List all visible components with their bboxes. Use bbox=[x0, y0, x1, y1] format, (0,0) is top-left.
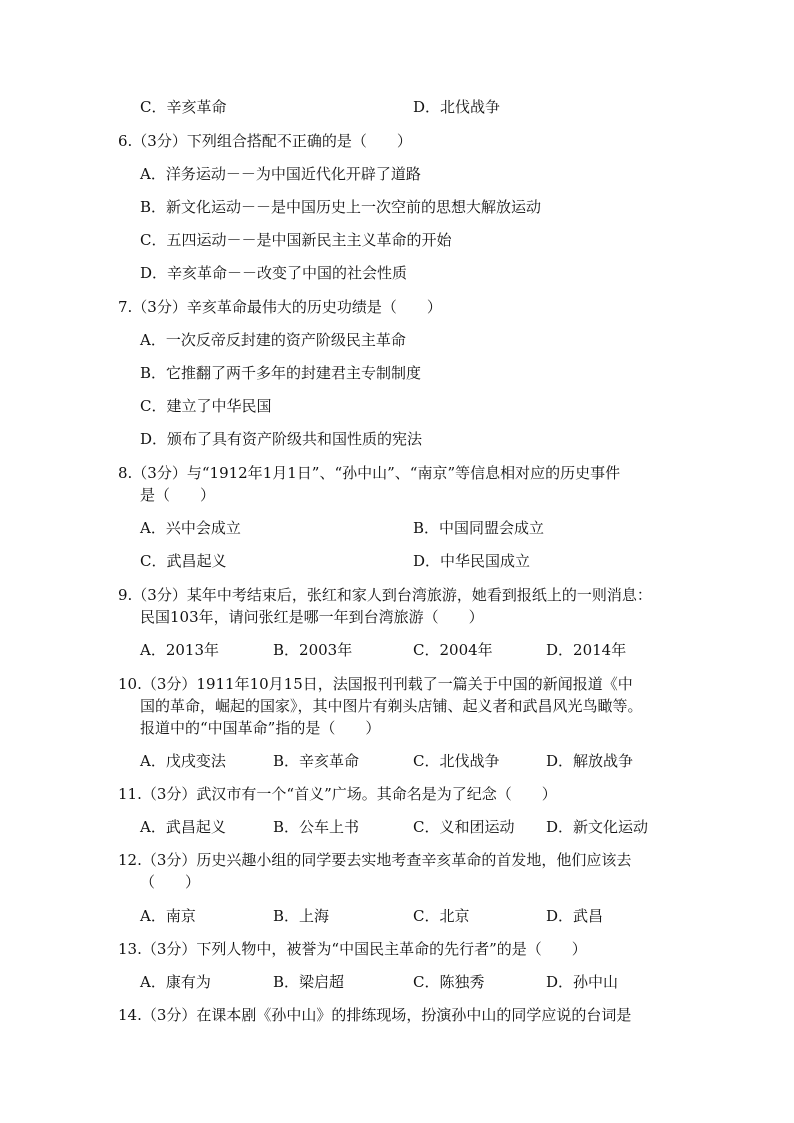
q14-stem: 14.（3分）在课本剧《孙中山》的排练现场，扮演孙中山的同学应说的台词是 bbox=[118, 1006, 632, 1024]
q9-option-b: B．2003年 bbox=[273, 641, 353, 659]
q5-option-d: D．北伐战争 bbox=[413, 98, 501, 116]
q12-option-d: D．武昌 bbox=[546, 907, 604, 925]
q5-option-c: C．辛亥革命 bbox=[140, 98, 227, 116]
q10-option-c: C．北伐战争 bbox=[413, 752, 500, 770]
q7-option-a: A．一次反帝反封建的资产阶级民主革命 bbox=[140, 331, 406, 349]
q8-option-c: C．武昌起义 bbox=[140, 552, 227, 570]
q10-option-a: A．戊戌变法 bbox=[140, 752, 226, 770]
q6-option-c: C．五四运动－－是中国新民主主义革命的开始 bbox=[140, 231, 452, 249]
q9-option-c: C．2004年 bbox=[413, 641, 493, 659]
q12-stem-line2: （ ） bbox=[140, 873, 201, 891]
q7-stem: 7.（3分）辛亥革命最伟大的历史功绩是（ ） bbox=[118, 298, 442, 316]
q9-stem-line2: 民国103年，请问张红是哪一年到台湾旅游（ ） bbox=[140, 608, 484, 626]
q8-option-a: A．兴中会成立 bbox=[140, 519, 241, 537]
q8-stem-line2: 是（ ） bbox=[140, 486, 216, 504]
q13-option-d: D．孙中山 bbox=[546, 973, 619, 991]
q11-option-a: A．武昌起义 bbox=[140, 818, 226, 836]
q7-option-b: B．它推翻了两千多年的封建君主专制制度 bbox=[140, 364, 422, 382]
q8-stem-line1: 8.（3分）与“1912年1月1日”、“孙中山”、“南京”等信息相对应的历史事件 bbox=[118, 464, 621, 482]
q10-stem-line1: 10.（3分）1911年10月15日，法国报刊刊载了一篇关于中国的新闻报道《中 bbox=[118, 675, 633, 693]
q12-option-b: B．上海 bbox=[273, 907, 330, 925]
q7-option-d: D．颁布了具有资产阶级共和国性质的宪法 bbox=[140, 430, 423, 448]
q6-stem: 6.（3分）下列组合搭配不正确的是（ ） bbox=[118, 132, 412, 150]
q7-option-c: C．建立了中华民国 bbox=[140, 397, 272, 415]
q11-stem: 11.（3分）武汉市有一个“首义”广场。其命名是为了纪念（ ） bbox=[118, 785, 557, 803]
q9-stem-line1: 9.（3分）某年中考结束后，张红和家人到台湾旅游，她看到报纸上的一则消息： bbox=[118, 586, 652, 604]
q13-option-b: B．梁启超 bbox=[273, 973, 345, 991]
q12-option-a: A．南京 bbox=[140, 907, 196, 925]
q12-stem-line1: 12.（3分）历史兴趣小组的同学要去实地考查辛亥革命的首发地，他们应该去 bbox=[118, 851, 632, 869]
q13-option-c: C．陈独秀 bbox=[413, 973, 485, 991]
q11-option-c: C．义和团运动 bbox=[413, 818, 515, 836]
q13-stem: 13.（3分）下列人物中，被誉为“中国民主革命的先行者”的是（ ） bbox=[118, 940, 587, 958]
q10-option-b: B．辛亥革命 bbox=[273, 752, 360, 770]
q6-option-d: D．辛亥革命－－改变了中国的社会性质 bbox=[140, 264, 408, 282]
q10-stem-line2: 国的革命，崛起的国家》，其中图片有剃头店铺、起义者和武昌风光鸟瞰等。 bbox=[140, 697, 643, 715]
q11-option-d: D．新文化运动 bbox=[546, 818, 649, 836]
q11-option-b: B．公车上书 bbox=[273, 818, 360, 836]
q6-option-a: A．洋务运动－－为中国近代化开辟了道路 bbox=[140, 165, 421, 183]
q6-option-b: B．新文化运动－－是中国历史上一次空前的思想大解放运动 bbox=[140, 198, 542, 216]
q12-option-c: C．北京 bbox=[413, 907, 470, 925]
q10-stem-line3: 报道中的“中国革命”指的是（ ） bbox=[140, 719, 381, 737]
q8-option-d: D．中华民国成立 bbox=[413, 552, 531, 570]
q9-option-d: D．2014年 bbox=[546, 641, 627, 659]
q9-option-a: A．2013年 bbox=[140, 641, 220, 659]
q8-option-b: B．中国同盟会成立 bbox=[413, 519, 545, 537]
q10-option-d: D．解放战争 bbox=[546, 752, 634, 770]
q13-option-a: A．康有为 bbox=[140, 973, 211, 991]
